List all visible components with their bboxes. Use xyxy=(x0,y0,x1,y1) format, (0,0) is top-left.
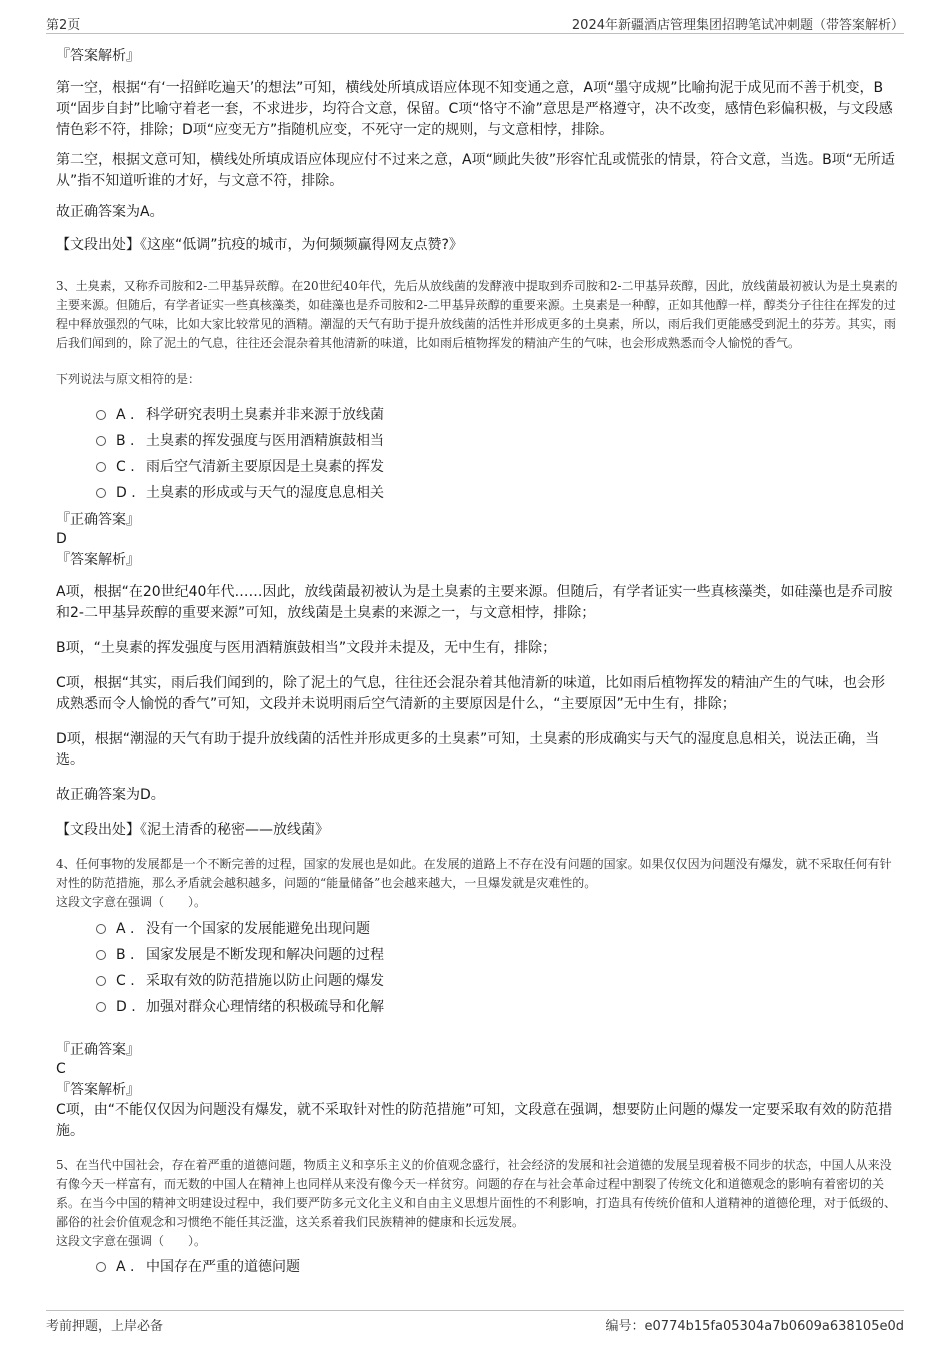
option-text: 采取有效的防范措施以防止问题的爆发 xyxy=(146,973,384,989)
question-prompt: 下列说法与原文相符的是： xyxy=(56,372,201,386)
page-number: 第2页 xyxy=(46,18,81,33)
option-list xyxy=(96,402,898,506)
correct-answer-label: 『正确答案』 xyxy=(56,1042,140,1058)
answer-conclusion: 故正确答案为D。 xyxy=(56,787,165,803)
text-source: 【文段出处】《泥土清香的秘密——放线菌》 xyxy=(56,822,329,838)
analysis-label: 『答案解析』 xyxy=(56,552,140,568)
radio-button[interactable] xyxy=(96,1262,106,1272)
analysis-label: 『答案解析』 xyxy=(56,1082,140,1098)
correct-answer: D xyxy=(56,531,67,547)
question-4 xyxy=(56,855,898,1142)
option-letter: B . xyxy=(116,947,135,963)
analysis-paragraph: 第二空，根据文意可知，横线处所填成语应体现应付不过来之意，A项“顾此失彼”形容忙乱或慌张的情景，符合文意，当选。B项“无所适从”指不知道听谁的才好，与文意不符，排除。 xyxy=(56,152,895,189)
q2-analysis-section xyxy=(56,46,898,256)
radio-button[interactable] xyxy=(96,462,106,472)
analysis-paragraph: C项，根据“其实，雨后我们闻到的，除了泥土的气息，往往还会混杂着其他清新的味道，比如雨后植物挥发的精油产生的气味，也会形成熟悉而令人愉悦的香气”可知，文段并未说明雨后空气清新的主要原因是什么，“主要原因”无中生有，排除； xyxy=(56,675,886,712)
correct-answer: C xyxy=(56,1061,66,1077)
correct-answer-label: 『正确答案』 xyxy=(56,512,140,528)
option-text: 国家发展是不断发现和解决问题的过程 xyxy=(146,947,384,963)
option-d[interactable] xyxy=(96,994,898,1020)
option-letter: C . xyxy=(116,973,135,989)
analysis-paragraph: A项，根据“在20世纪40年代……因此，放线菌最初被认为是土臭素的主要来源。但随后，有学者证实一些真核藻类，如硅藻也是乔司胺和2-二甲基异莰醇的重要来源”可知，放线菌是土臭素的来源之一，与文意相悖，排除； xyxy=(56,584,893,621)
footer-slogan: 考前押题，上岸必备 xyxy=(46,1319,164,1334)
page-header xyxy=(46,12,904,34)
option-a[interactable] xyxy=(96,916,898,942)
option-a[interactable] xyxy=(96,402,898,428)
option-text: 没有一个国家的发展能避免出现问题 xyxy=(146,921,370,937)
question-5 xyxy=(56,1156,898,1280)
option-a[interactable] xyxy=(96,1254,898,1280)
radio-button[interactable] xyxy=(96,1002,106,1012)
option-d[interactable] xyxy=(96,480,898,506)
document-id: 编号：e0774b15fa05304a7b0609a638105e0d xyxy=(605,1319,904,1334)
option-text: 加强对群众心理情绪的积极疏导和化解 xyxy=(146,999,384,1015)
radio-button[interactable] xyxy=(96,488,106,498)
option-b[interactable] xyxy=(96,428,898,454)
document-title: 2024年新疆酒店管理集团招聘笔试冲刺题（带答案解析） xyxy=(571,18,904,33)
option-letter: A . xyxy=(116,1259,135,1275)
analysis-label: 『答案解析』 xyxy=(56,48,140,64)
question-prompt: 这段文字意在强调（ ）。 xyxy=(56,1234,207,1248)
question-prompt: 这段文字意在强调（ ）。 xyxy=(56,895,207,909)
option-text: 雨后空气清新主要原因是土臭素的挥发 xyxy=(146,459,384,475)
page-content xyxy=(56,44,898,1280)
question-3 xyxy=(56,277,898,841)
analysis-paragraph: C项，由“不能仅仅因为问题没有爆发，就不采取针对性的防范措施”可知，文段意在强调，想要防止问题的爆发一定要采取有效的防范措施。 xyxy=(56,1102,893,1139)
question-stem: 5、在当代中国社会，存在着严重的道德问题，物质主义和享乐主义的价值观念盛行，社会经济的发展和社会道德的发展呈现着极不同步的状态，中国人从来没有像今天一样富有，而无数的中国人在精神上也同样从来没有像今天一样贫穷。问题的存在与社会革命过程中割裂了传统文化和道德观念的影响有着密切的关系。在当今中国的精神文明建设过程中，我们要严防多元文化主义和自由主义思想片面性的不利影响，打造具有传统价值和人道精神的道德伦理，对于低级的、鄙俗的社会价值观念和习惯绝不能任其泛滥，这关系着我们民族精神的健康和长远发展。 xyxy=(56,1158,897,1229)
option-letter: B . xyxy=(116,433,135,449)
analysis-paragraph: B项，“土臭素的挥发强度与医用酒精旗鼓相当”文段并未提及，无中生有，排除； xyxy=(56,640,557,656)
question-stem: 4、任何事物的发展都是一个不断完善的过程，国家的发展也是如此。在发展的道路上不存在没有问题的国家。如果仅仅因为问题没有爆发，就不采取任何有针对性的防范措施，那么矛盾就会越积越多，问题的“能量储备”也会越来越大，一旦爆发就是灾难性的。 xyxy=(56,857,892,890)
question-stem: 3、土臭素，又称乔司胺和2-二甲基异莰醇。在20世纪40年代，先后从放线菌的发酵液中提取到乔司胺和2-二甲基异莰醇，因此，放线菌最初被认为是土臭素的主要来源。但随后，有学者证实一些真核藻类，如硅藻也是乔司胺和2-二甲基异莰醇的重要来源。土臭素是一种醇，正如其他醇一样，醇类分子往往在挥发的过程中释放强烈的气味，比如大家比较常见的酒精。潮湿的天气有助于提升放线菌的活性并形成更多的土臭素，所以，雨后我们更能感受到泥土的芬芳。其实，雨后我们闻到的，除了泥土的气息，往往还会混杂着其他清新的味道，比如雨后植物挥发的精油产生的气味，也会形成熟悉而令人愉悦的香气。 xyxy=(56,279,898,350)
option-letter: C . xyxy=(116,459,135,475)
radio-button[interactable] xyxy=(96,436,106,446)
option-c[interactable] xyxy=(96,968,898,994)
option-text: 中国存在严重的道德问题 xyxy=(146,1259,300,1275)
analysis-paragraph: 第一空，根据“有‘一招鲜吃遍天’的想法”可知，横线处所填成语应体现不知变通之意，A项“墨守成规”比喻拘泥于成见而不善于机变，B项“固步自封”比喻守着老一套，不求进步，均符合文意，保留。C项“恪守不渝”意思是严格遵守，决不改变，感情色彩偏积极，与文段感情色彩不符，排除；D项“应变无方”指随机应变，不死守一定的规则，与文意相悖，排除。 xyxy=(56,80,893,138)
page-footer xyxy=(46,1310,904,1334)
option-c[interactable] xyxy=(96,454,898,480)
option-text: 土臭素的挥发强度与医用酒精旗鼓相当 xyxy=(146,433,384,449)
analysis-paragraph: D项，根据“潮湿的天气有助于提升放线菌的活性并形成更多的土臭素”可知，土臭素的形成确实与天气的湿度息息相关，说法正确，当选。 xyxy=(56,731,880,768)
radio-button[interactable] xyxy=(96,410,106,420)
option-letter: A . xyxy=(116,407,135,423)
text-source: 【文段出处】《这座“低调”抗疫的城市，为何频频赢得网友点赞?》 xyxy=(56,237,463,253)
radio-button[interactable] xyxy=(96,976,106,986)
option-list xyxy=(96,916,898,1020)
option-letter: D . xyxy=(116,485,136,501)
option-list xyxy=(96,1254,898,1280)
option-letter: D . xyxy=(116,999,136,1015)
option-b[interactable] xyxy=(96,942,898,968)
option-text: 科学研究表明土臭素并非来源于放线菌 xyxy=(146,407,384,423)
radio-button[interactable] xyxy=(96,924,106,934)
answer-conclusion: 故正确答案为A。 xyxy=(56,204,164,220)
radio-button[interactable] xyxy=(96,950,106,960)
option-text: 土臭素的形成或与天气的湿度息息相关 xyxy=(146,485,384,501)
option-letter: A . xyxy=(116,921,135,937)
